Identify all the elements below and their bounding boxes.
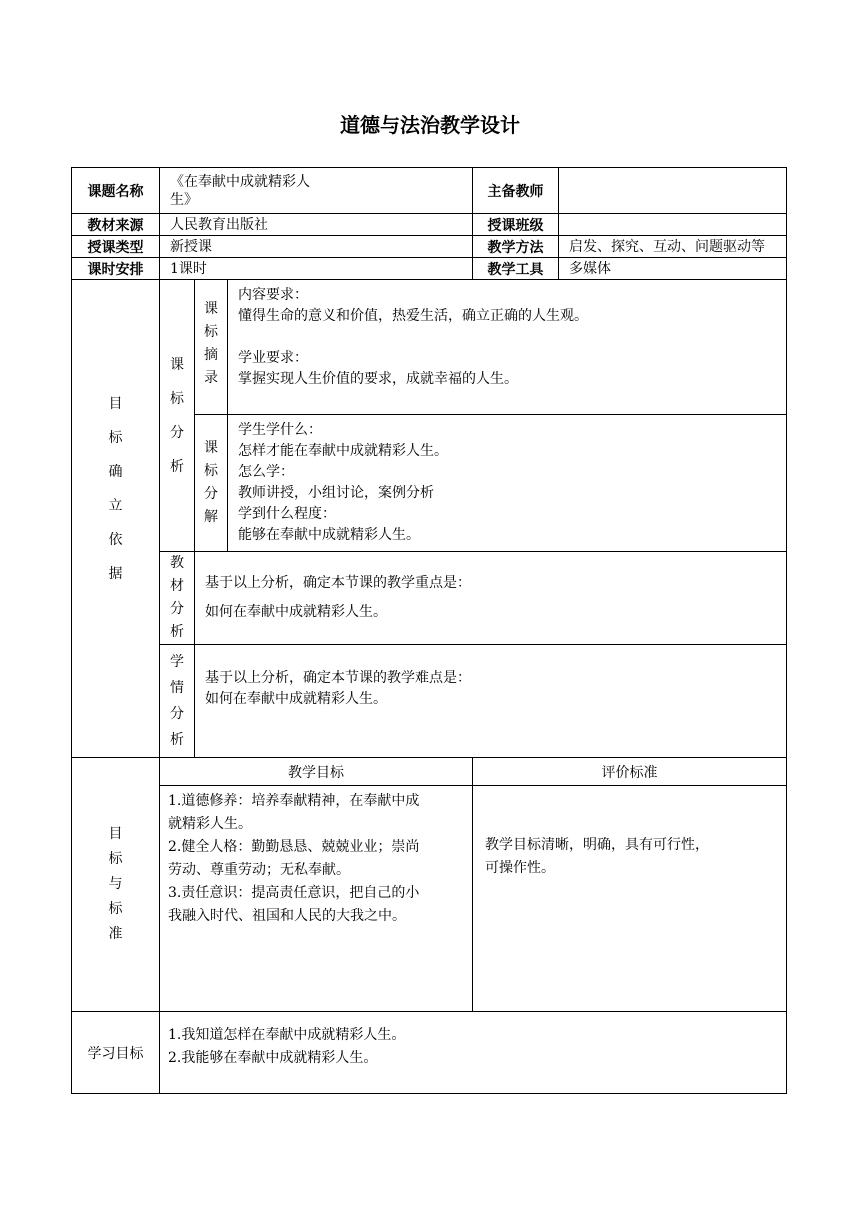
goals-label-char: 标 [108,851,123,867]
type-value: 新授课 [160,236,473,258]
topic-value-line-2: 生》 [170,192,198,208]
basis-label-char: 确 [108,463,123,480]
method-value: 启发、探究、互动、问题驱动等 [559,236,787,258]
excerpt-line: 掌握实现人生价值的要求，成就幸福的人生。 [238,371,518,387]
basis-label-char: 标 [108,429,123,446]
topic-label: 课题名称 [72,168,160,214]
eval-column-header: 评价标准 [473,758,787,786]
info-row-type [72,236,787,258]
goal-line: 我融入时代、祖国和人民的大我之中。 [168,908,406,924]
study-content [160,1012,787,1094]
basis-row-excerpt [72,280,787,415]
goals-content [160,786,473,1012]
excerpt-char: 课 [204,301,218,317]
goal-line: 3.责任意识：提高责任意识，把自己的小 [168,885,420,901]
goal-line: 1.道德修养：培养奉献精神，在奉献中成 [168,793,420,809]
breakdown-line: 教师讲授，小组讨论，案例分析 [238,485,434,501]
basis-row-textbook [72,552,787,645]
textbook-char: 材 [170,578,184,594]
class-value [559,214,787,236]
eval-content [473,786,787,1012]
eval-line: 可操作性。 [485,860,556,876]
excerpt-line [238,327,786,348]
excerpt-char: 标 [204,324,218,340]
learner-content [195,645,787,758]
breakdown-line: 怎样才能在奉献中成就精彩人生。 [238,443,448,459]
breakdown-line: 怎么学： [238,464,294,480]
study-label: 学习目标 [72,1012,160,1094]
basis-label-char: 依 [108,531,123,548]
eval-line: 教学目标清晰，明确，具有可行性， [485,837,710,853]
goals-header-row [72,758,787,786]
basis-label-char: 据 [108,565,123,582]
breakdown-char: 课 [204,440,218,456]
tools-label: 教学工具 [473,258,559,280]
standard-analysis-char: 分 [170,424,184,441]
textbook-line: 基于以上分析，确定本节课的教学重点是： [205,575,471,591]
standard-analysis-char: 标 [170,390,184,407]
standard-analysis-char: 析 [170,458,184,475]
breakdown-label [195,415,228,552]
breakdown-line: 学生学什么： [238,422,322,438]
hours-label: 课时安排 [72,258,160,280]
goals-label-char: 准 [108,926,123,942]
breakdown-char: 标 [204,463,218,479]
method-label: 教学方法 [473,236,559,258]
breakdown-line: 能够在奉献中成就精彩人生。 [238,527,420,543]
textbook-content [195,552,787,645]
basis-row-learner [72,645,787,758]
breakdown-content [228,415,787,552]
topic-value-line-1: 《在奉献中成就精彩人 [170,174,310,190]
source-label: 教材来源 [72,214,160,236]
basis-label [72,280,160,758]
breakdown-char: 解 [204,509,218,525]
goal-line: 2.健全人格：勤勤恳恳、兢兢业业；崇尚 [168,839,420,855]
learner-line: 如何在奉献中成就精彩人生。 [205,691,387,707]
excerpt-char: 摘 [204,347,218,363]
teacher-label: 主备教师 [473,168,559,214]
excerpt-line: 懂得生命的意义和价值，热爱生活，确立正确的人生观。 [238,308,588,324]
goal-line: 劳动、尊重劳动；无私奉献。 [168,862,350,878]
info-row-hours [72,258,787,280]
basis-label-char: 目 [108,395,123,412]
class-label: 授课班级 [473,214,559,236]
learner-char: 分 [170,706,184,722]
excerpt-label [195,280,228,415]
textbook-analysis-label [160,552,195,645]
study-line: 2.我能够在奉献中成就精彩人生。 [168,1050,378,1066]
type-label: 授课类型 [72,236,160,258]
source-value: 人民教育出版社 [160,214,473,236]
study-row [72,1012,787,1094]
learner-char: 学 [170,654,184,670]
goals-label [72,758,160,1012]
basis-label-char: 立 [108,497,123,514]
excerpt-line: 内容要求： [238,287,308,303]
textbook-char: 分 [170,601,184,617]
breakdown-line: 学到什么程度： [238,506,336,522]
standard-analysis-label [160,280,195,552]
document-title: 道德与法治教学设计 [340,113,520,137]
breakdown-char: 分 [204,486,218,502]
textbook-line: 如何在奉献中成就精彩人生。 [205,604,387,620]
lesson-plan-table [71,167,787,1094]
excerpt-char: 录 [204,370,218,386]
goals-label-char: 与 [108,876,123,892]
hours-value: 1课时 [160,258,473,280]
standard-analysis-char: 课 [170,356,184,373]
study-line: 1.我知道怎样在奉献中成就精彩人生。 [168,1027,406,1043]
goals-label-char: 标 [108,901,123,917]
goals-content-row [72,786,787,1012]
learner-char: 情 [170,680,184,696]
textbook-char: 析 [170,624,184,640]
textbook-char: 教 [170,555,184,571]
learner-analysis-label [160,645,195,758]
topic-value [160,168,473,214]
learner-char: 析 [170,732,184,748]
learner-line: 基于以上分析，确定本节课的教学难点是： [205,670,471,686]
info-row-source [72,214,787,236]
excerpt-line: 学业要求： [238,350,308,366]
excerpt-content [228,280,787,415]
info-row-topic [72,168,787,214]
goals-column-header: 教学目标 [160,758,473,786]
goals-label-char: 目 [108,826,123,842]
goal-line: 就精彩人生。 [168,816,252,832]
teacher-value [559,168,787,214]
tools-value: 多媒体 [559,258,787,280]
